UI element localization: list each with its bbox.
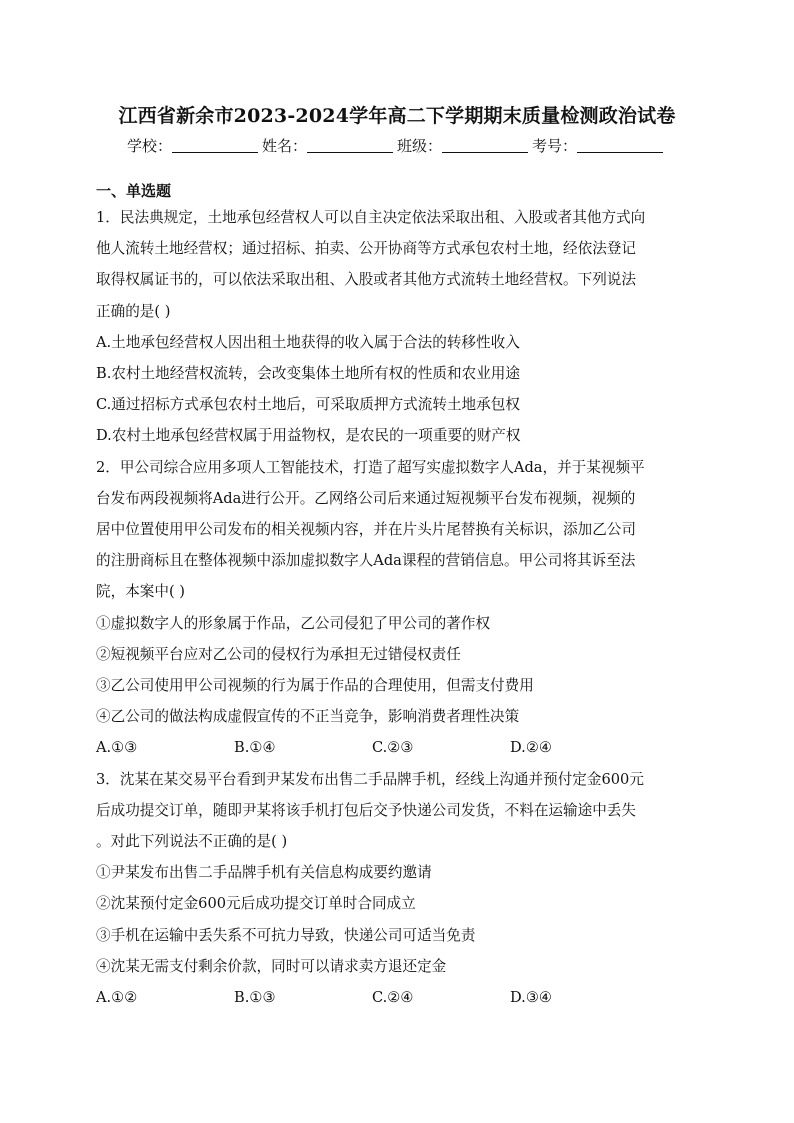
statement-item: ③手机在运输中丢失系不可抗力导致，快递公司可适当免责 xyxy=(96,926,476,944)
question-1 xyxy=(96,202,702,452)
answer-option: B.农村土地经营权流转，会改变集体土地所有权的性质和农业用途 xyxy=(96,365,520,383)
question-stem-line: 正确的是( ) xyxy=(96,302,171,320)
exam-title: 江西省新余市2023-2024学年高二下学期期末质量检测政治试卷 xyxy=(118,105,676,127)
question-stem-line: 后成功提交订单，随即尹某将该手机打包后交予快递公司发货，不料在运输途中丢失 xyxy=(96,801,636,819)
statement-item: ③乙公司使用甲公司视频的行为属于作品的合理使用，但需支付费用 xyxy=(96,677,534,695)
answer-options-row xyxy=(96,732,656,763)
question-stem-line: 院，本案中( ) xyxy=(96,583,185,601)
section-heading: 一、单选题 xyxy=(96,182,172,200)
answer-option: C.②③ xyxy=(372,739,414,757)
answer-option: A.①③ xyxy=(96,739,138,757)
question-stem-line: 2．甲公司综合应用多项人工智能技术，打造了超写实虚拟数字人Ada，并于某视频平 xyxy=(96,458,645,476)
answer-option: A.土地承包经营权人因出租土地获得的收入属于合法的转移性收入 xyxy=(96,333,520,351)
class-blank[interactable] xyxy=(442,138,528,153)
answer-option: B.①③ xyxy=(234,989,276,1007)
answer-option: C.通过招标方式承包农村土地后，可采取质押方式流转土地承包权 xyxy=(96,396,520,414)
question-stem-line: 他人流转土地经营权；通过招标、拍卖、公开协商等方式承包农村土地，经依法登记 xyxy=(96,240,636,258)
statement-item: ①尹某发布出售二手品牌手机有关信息构成要约邀请 xyxy=(96,864,432,882)
question-2 xyxy=(96,452,702,764)
question-stem-line: 。对此下列说法不正确的是( ) xyxy=(96,833,288,851)
question-stem-line: 台发布两段视频将Ada进行公开。乙网络公司后来通过短视频平台发布视频，视频的 xyxy=(96,489,636,507)
student-info-line xyxy=(0,135,794,156)
question-stem-line: 取得权属证书的，可以依法采取出租、入股或者其他方式流转土地经营权。下列说法 xyxy=(96,271,636,289)
answer-option: C.②④ xyxy=(372,989,414,1007)
school-blank[interactable] xyxy=(172,138,258,153)
answer-option: A.①② xyxy=(96,989,138,1007)
statement-item: ④乙公司的做法构成虚假宣传的不正当竞争，影响消费者理性决策 xyxy=(96,708,520,726)
name-label: 姓名： xyxy=(261,137,307,155)
statement-item: ②沈某预付定金600元后成功提交订单时合同成立 xyxy=(96,895,416,913)
statement-item: ④沈某无需支付剩余价款，同时可以请求卖方退还定金 xyxy=(96,957,447,975)
class-label: 班级： xyxy=(397,137,443,155)
answer-options-row xyxy=(96,982,656,1013)
number-label: 考号： xyxy=(532,137,578,155)
question-stem-line: 的注册商标且在整体视频中添加虚拟数字人Ada课程的营销信息。甲公司将其诉至法 xyxy=(96,552,636,570)
answer-option: D.农村土地承包经营权属于用益物权，是农民的一项重要的财产权 xyxy=(96,427,521,445)
answer-option: D.③④ xyxy=(510,989,552,1007)
questions-content xyxy=(96,202,702,1013)
school-label: 学校： xyxy=(126,137,172,155)
question-stem-line: 1．民法典规定，土地承包经营权人可以自主决定依法采取出租、入股或者其他方式向 xyxy=(96,209,646,226)
answer-option: B.①④ xyxy=(234,739,276,757)
number-blank[interactable] xyxy=(577,138,663,153)
question-stem-line: 3．沈某在某交易平台看到尹某发布出售二手品牌手机，经线上沟通并预付定金600元 xyxy=(96,770,644,788)
name-blank[interactable] xyxy=(307,138,393,153)
question-stem-line: 居中位置使用甲公司发布的相关视频内容，并在片头片尾替换有关标识，添加乙公司 xyxy=(96,521,636,539)
question-3 xyxy=(96,764,702,1014)
statement-item: ②短视频平台应对乙公司的侵权行为承担无过错侵权责任 xyxy=(96,645,461,663)
answer-option: D.②④ xyxy=(510,739,552,757)
statement-item: ①虚拟数字人的形象属于作品，乙公司侵犯了甲公司的著作权 xyxy=(96,614,491,632)
